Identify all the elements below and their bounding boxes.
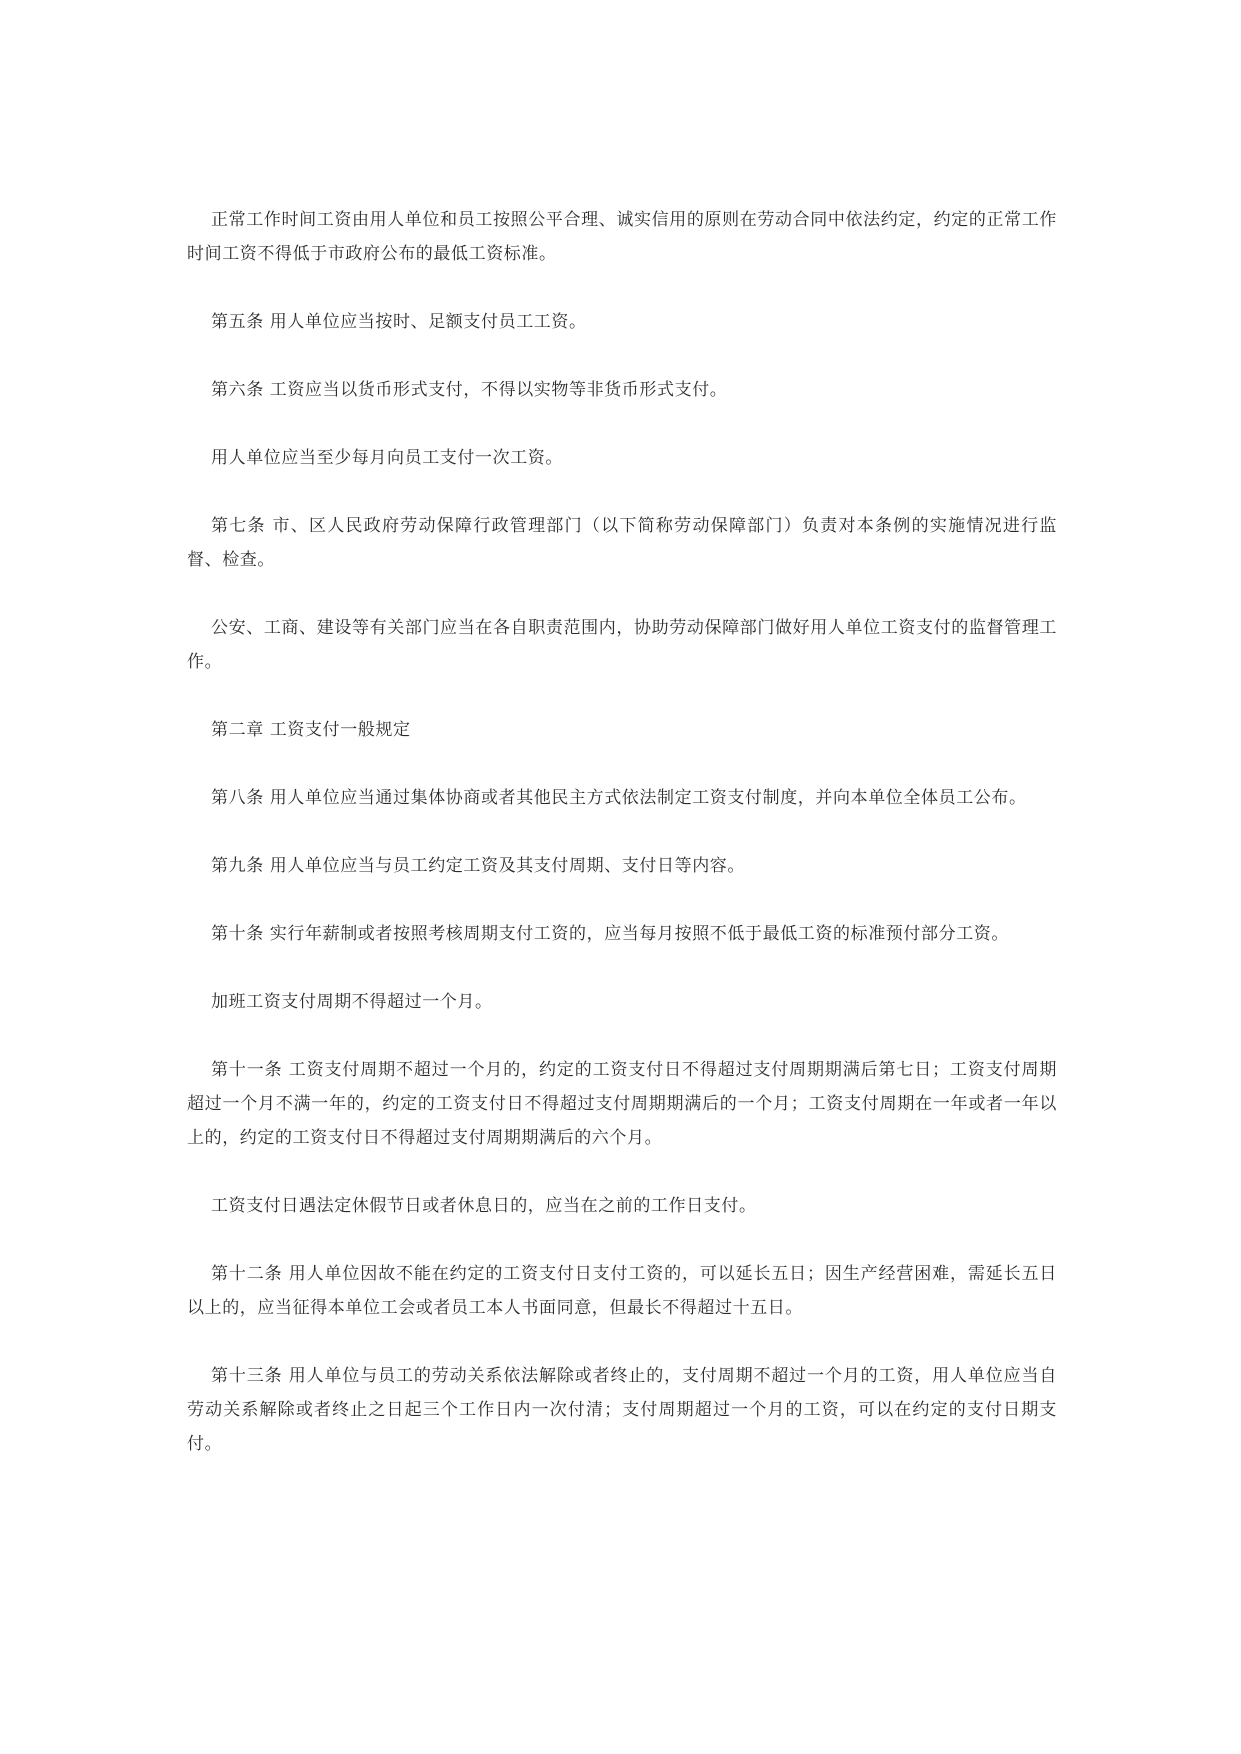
document-body — [187, 203, 1057, 1495]
paragraph-article-6: 第六条 工资应当以货币形式支付，不得以实物等非货币形式支付。 — [211, 380, 728, 400]
paragraph-article-13: 第十三条 用人单位与员工的劳动关系依法解除或者终止的，支付周期不超过一个月的工资，用人单位应当自劳动关系解除或者终止之日起三个工作日内一次付清；支付周期超过一个月的工资，可以在约定的支付日期支付。 — [187, 1366, 1057, 1454]
paragraph-monthly-payment: 用人单位应当至少每月向员工支付一次工资。 — [211, 448, 563, 468]
paragraph-article-9: 第九条 用人单位应当与员工约定工资及其支付周期、支付日等内容。 — [211, 856, 746, 876]
paragraph-article-12: 第十二条 用人单位因故不能在约定的工资支付日支付工资的，可以延长五日；因生产经营困难，需延长五日以上的，应当征得本单位工会或者员工本人书面同意，但最长不得超过十五日。 — [187, 1264, 1057, 1318]
paragraph-article-7: 第七条 市、区人民政府劳动保障行政管理部门（以下简称劳动保障部门）负责对本条例的实施情况进行监督、检查。 — [187, 516, 1057, 570]
paragraph-article-11: 第十一条 工资支付周期不超过一个月的，约定的工资支付日不得超过支付周期期满后第七日；工资支付周期超过一个月不满一年的，约定的工资支付日不得超过支付周期期满后的一个月；工资支付周期在一年或者一年以上的，约定的工资支付日不得超过支付周期期满后的六个月。 — [187, 1060, 1057, 1148]
chapter-heading-2: 第二章 工资支付一般规定 — [211, 720, 411, 740]
paragraph-wage-agreement: 正常工作时间工资由用人单位和员工按照公平合理、诚实信用的原则在劳动合同中依法约定，约定的正常工作时间工资不得低于市政府公布的最低工资标准。 — [187, 210, 1057, 264]
paragraph-article-5: 第五条 用人单位应当按时、足额支付员工工资。 — [211, 312, 587, 332]
paragraph-holiday-payment: 工资支付日遇法定休假节日或者休息日的，应当在之前的工作日支付。 — [211, 1196, 757, 1216]
paragraph-overtime-cycle: 加班工资支付周期不得超过一个月。 — [211, 992, 493, 1012]
paragraph-article-10: 第十条 实行年薪制或者按照考核周期支付工资的，应当每月按照不低于最低工资的标准预付部分工资。 — [211, 924, 1010, 944]
paragraph-departments-supervision: 公安、工商、建设等有关部门应当在各自职责范围内，协助劳动保障部门做好用人单位工资支付的监督管理工作。 — [187, 618, 1057, 672]
paragraph-article-8: 第八条 用人单位应当通过集体协商或者其他民主方式依法制定工资支付制度，并向本单位全体员工公布。 — [211, 788, 1027, 808]
